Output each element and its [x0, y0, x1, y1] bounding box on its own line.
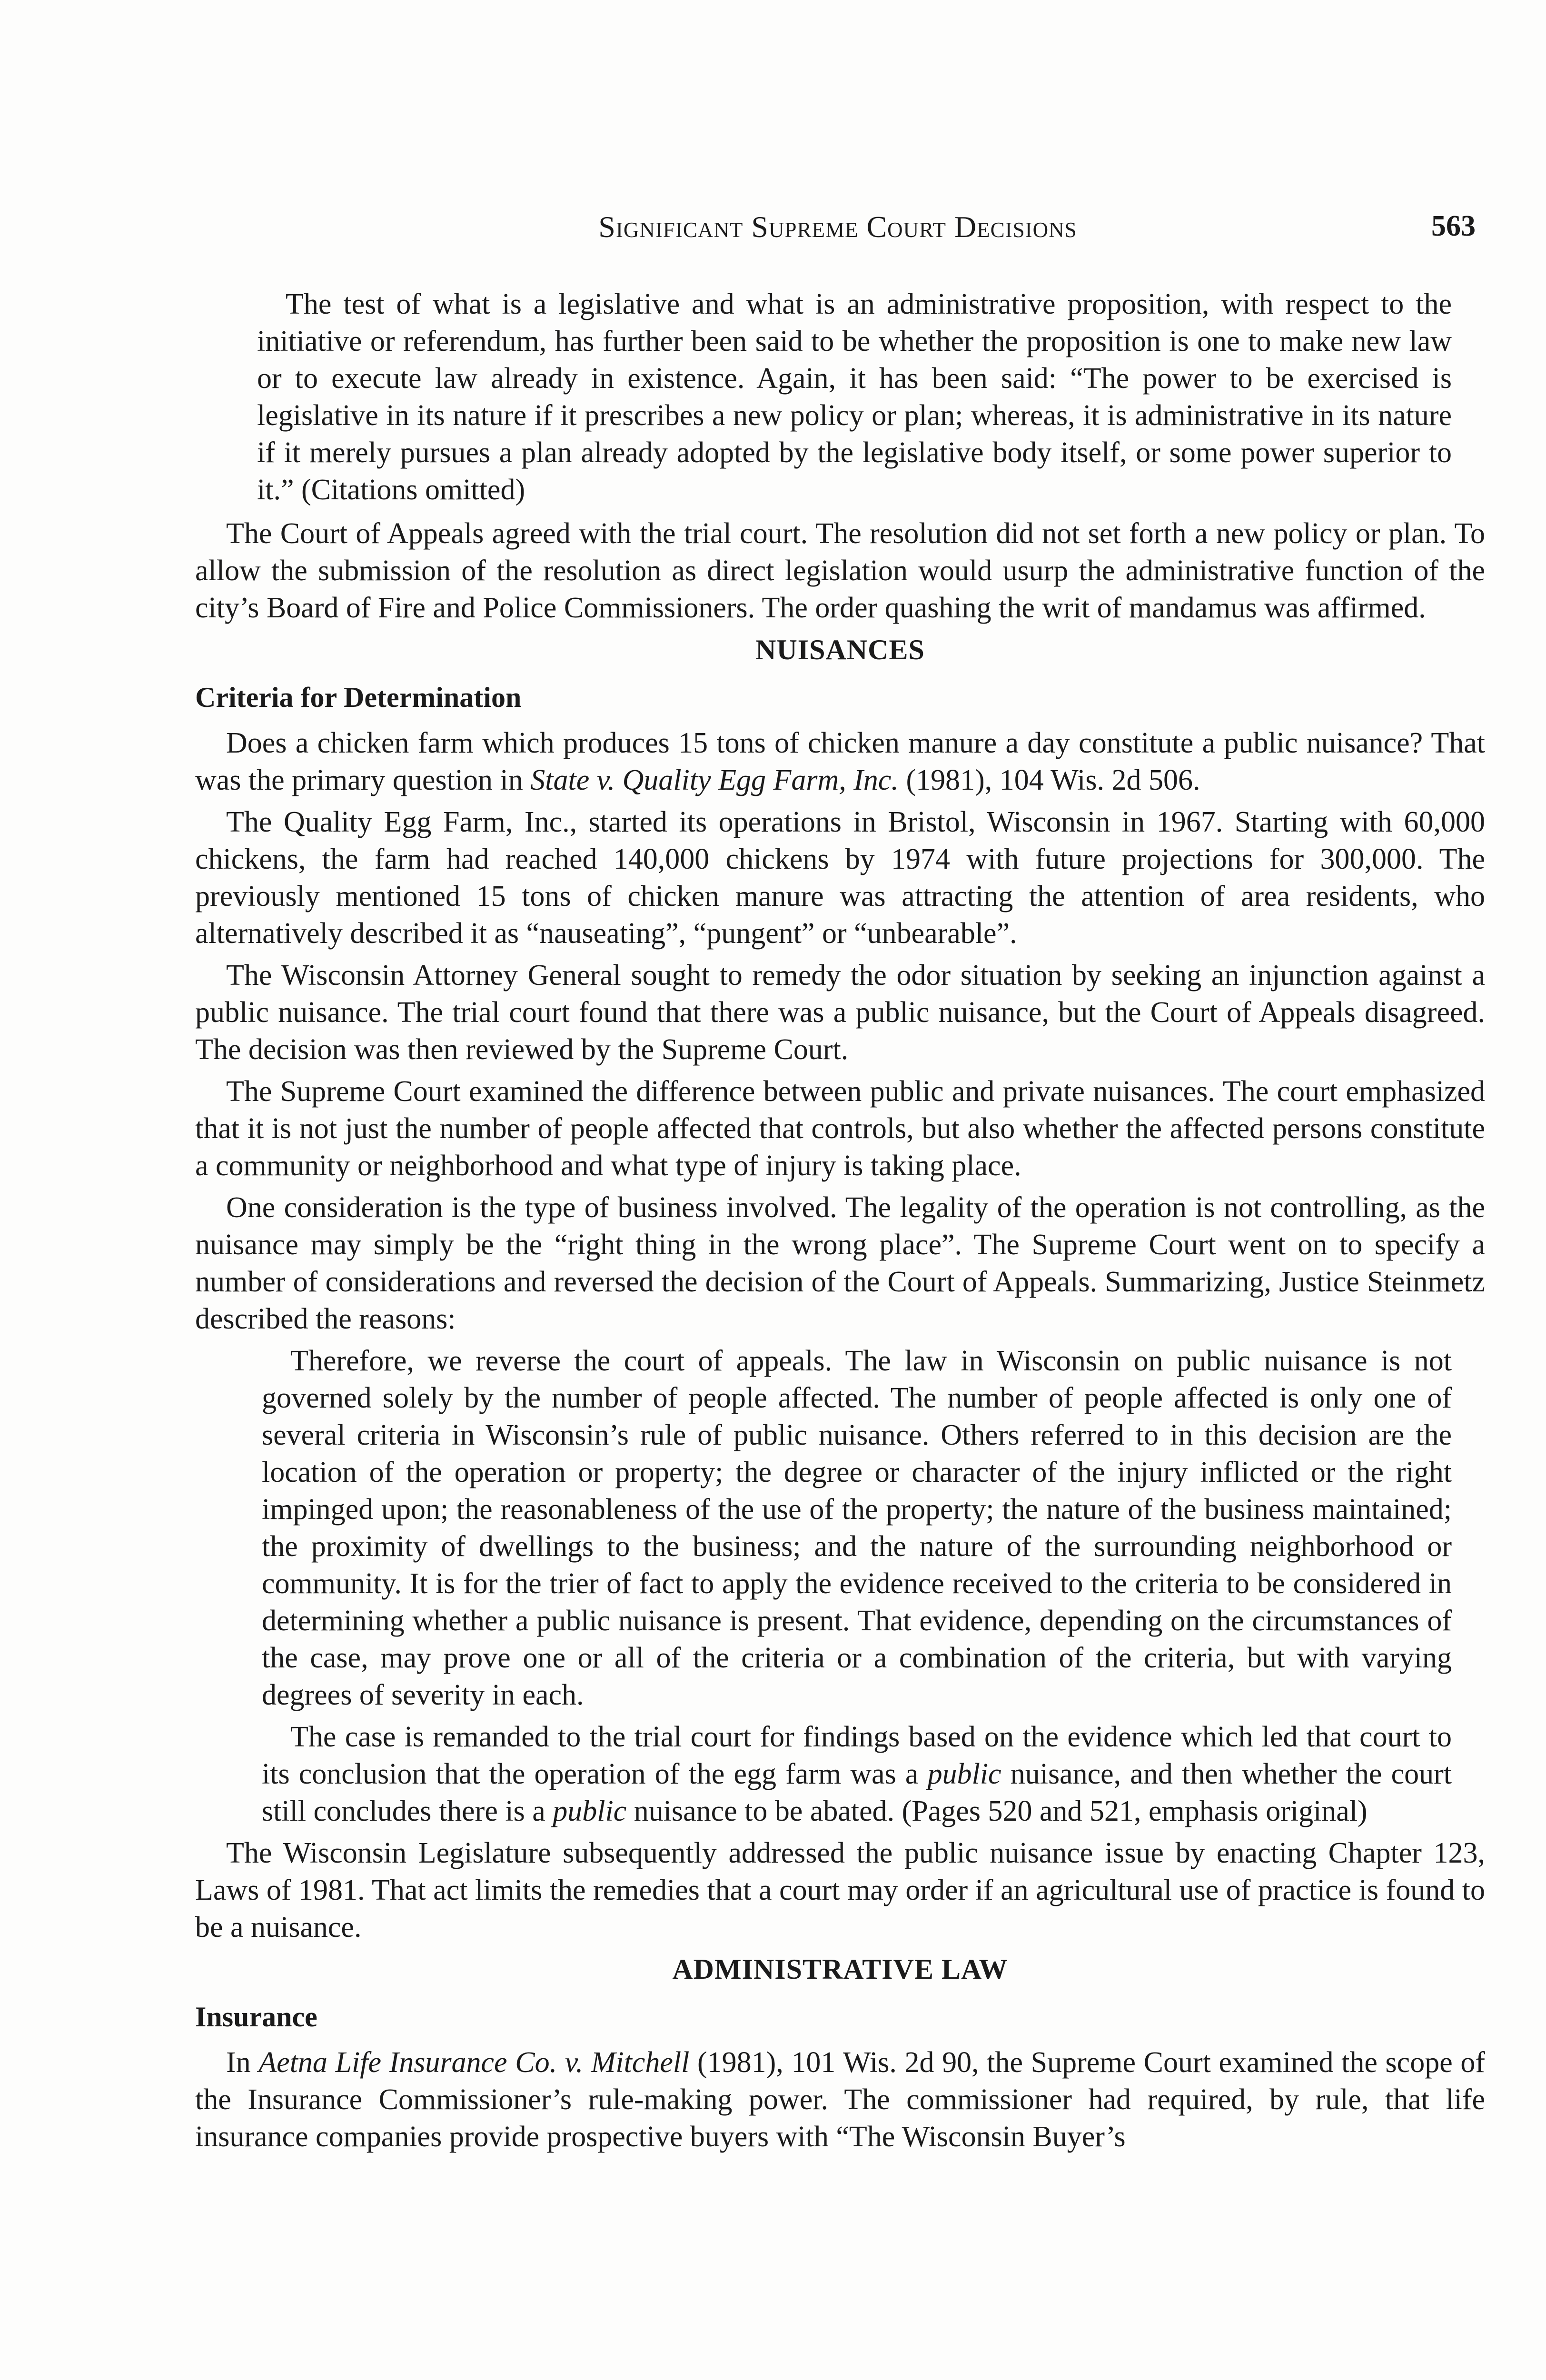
paragraph-public-private-nuisance: The Supreme Court examined the difference between public and private nuisances. The court emphasized that it is not just the number of people affected that controls, but also whether the affected persons constitute a community or neighborhood and what type of injury is taking place. [195, 1075, 1485, 1182]
text-run: nuisance to be abated. (Pages 520 and 521, emphasis original) [626, 1795, 1368, 1827]
quote-remand [262, 1718, 1452, 1830]
block-quote-legislative-test: The test of what is a legislative and what is an administrative proposition, with respect to the initiative or referendum, has further been said to be whether the proposition is one to make new law or to execute law already in existence. Again, it has been said: “The power to be exercised is legislative in its nature if it prescribes a new policy or plan; whereas, it is administrative in its nature if it merely pursues a plan already adopted by the legislative body itself, or some power superior to it.” (Citations omitted) [257, 288, 1452, 506]
section-heading-administrative-law: ADMINISTRATIVE LAW [672, 1954, 1008, 1985]
paragraph-egg-farm-history: The Quality Egg Farm, Inc., started its operations in Bristol, Wisconsin in 1967. Starting with 60,000 chickens, the farm had reached 140,000 chickens by 1974 with future projections for 300,000. The previously mentioned 15 tons of chicken manure was attracting the attention of area residents, who alternatively described it as “nauseating”, “pungent” or “unbearable”. [195, 806, 1485, 950]
paragraph-court-of-appeals: The Court of Appeals agreed with the trial court. The resolution did not set forth a new policy or plan. To allow the submission of the resolution as direct legislation would usurp the administrative function of the city’s Board of Fire and Police Commissioners. The order quashing the writ of mandamus was affirmed. [195, 517, 1485, 624]
running-title: Significant Supreme Court Decisions [598, 210, 1077, 244]
emphasis-public: public [553, 1795, 627, 1827]
text-run: Does a chicken farm which produces 15 tons of chicken manure a day constitute a public nuisance? That was the primary question in [195, 727, 1485, 796]
paragraph-chicken-farm-question [195, 724, 1485, 799]
section-heading-nuisances: NUISANCES [755, 634, 925, 665]
paragraph-aetna [195, 2044, 1485, 2155]
running-header [200, 209, 1476, 248]
emphasis-public: public [927, 1758, 1001, 1790]
text-run: The case is remanded to the trial court for findings based on the evidence which led that court to its conclusion that the operation of the egg farm was a [262, 1721, 1452, 1790]
page-number: 563 [1431, 210, 1476, 242]
paragraph-business-type: One consideration is the type of business involved. The legality of the operation is not controlling, as the nuisance may simply be the “right thing in the wrong place”. The Supreme Court went on to specify a number of considerations and reversed the decision of the Court of Appeals. Summarizing, Justice Steinmetz described the reasons: [195, 1191, 1485, 1335]
text-run: (1981), 101 Wis. 2d 90, the Supreme Court examined the scope of the Insurance Commissioner’s rule-making power. The commissioner had required, by rule, that life insurance companies provide prospective buyers with “The Wisconsin Buyer’s [195, 2046, 1485, 2153]
text-run: nuisance, and then whether the court still concludes there is a [262, 1758, 1452, 1827]
subheading-criteria: Criteria for Determination [195, 682, 522, 713]
subheading-insurance: Insurance [195, 2001, 317, 2033]
case-name-aetna: Aetna Life Insurance Co. v. Mitchell [258, 2046, 690, 2079]
paragraph-legislature: The Wisconsin Legislature subsequently addressed the public nuisance issue by enacting Chapter 123, Laws of 1981. That act limits the remedies that a court may order if an agricultural use of practice is found to be a nuisance. [195, 1837, 1485, 1944]
text-run: In [226, 2046, 259, 2079]
quote-steinmetz-reasons: Therefore, we reverse the court of appeals. The law in Wisconsin on public nuisance is not governed solely by the number of people affected. The number of people affected is only one of several criteria in Wisconsin’s rule of public nuisance. Others referred to in this decision are the location of the operation or property; the degree or character of the injury inflicted or the right impinged upon; the reasonableness of the use of the property; the nature of the business maintained; the proximity of dwellings to the business; and the nature of the surrounding neighborhood or community. It is for the trier of fact to apply the evidence received to the criteria to be considered in determining whether a public nuisance is present. That evidence, depending on the circumstances of the case, may prove one or all of the criteria or a combination of the criteria, but with varying degrees of severity in each. [262, 1345, 1452, 1711]
text-run: (1981), 104 Wis. 2d 506. [898, 764, 1200, 796]
body-text [195, 286, 1485, 2160]
case-name-quality-egg-farm: State v. Quality Egg Farm, Inc. [530, 764, 899, 796]
paragraph-attorney-general: The Wisconsin Attorney General sought to remedy the odor situation by seeking an injunction against a public nuisance. The trial court found that there was a public nuisance, but the Court of Appeals disagreed. The decision was then reviewed by the Supreme Court. [195, 959, 1485, 1066]
